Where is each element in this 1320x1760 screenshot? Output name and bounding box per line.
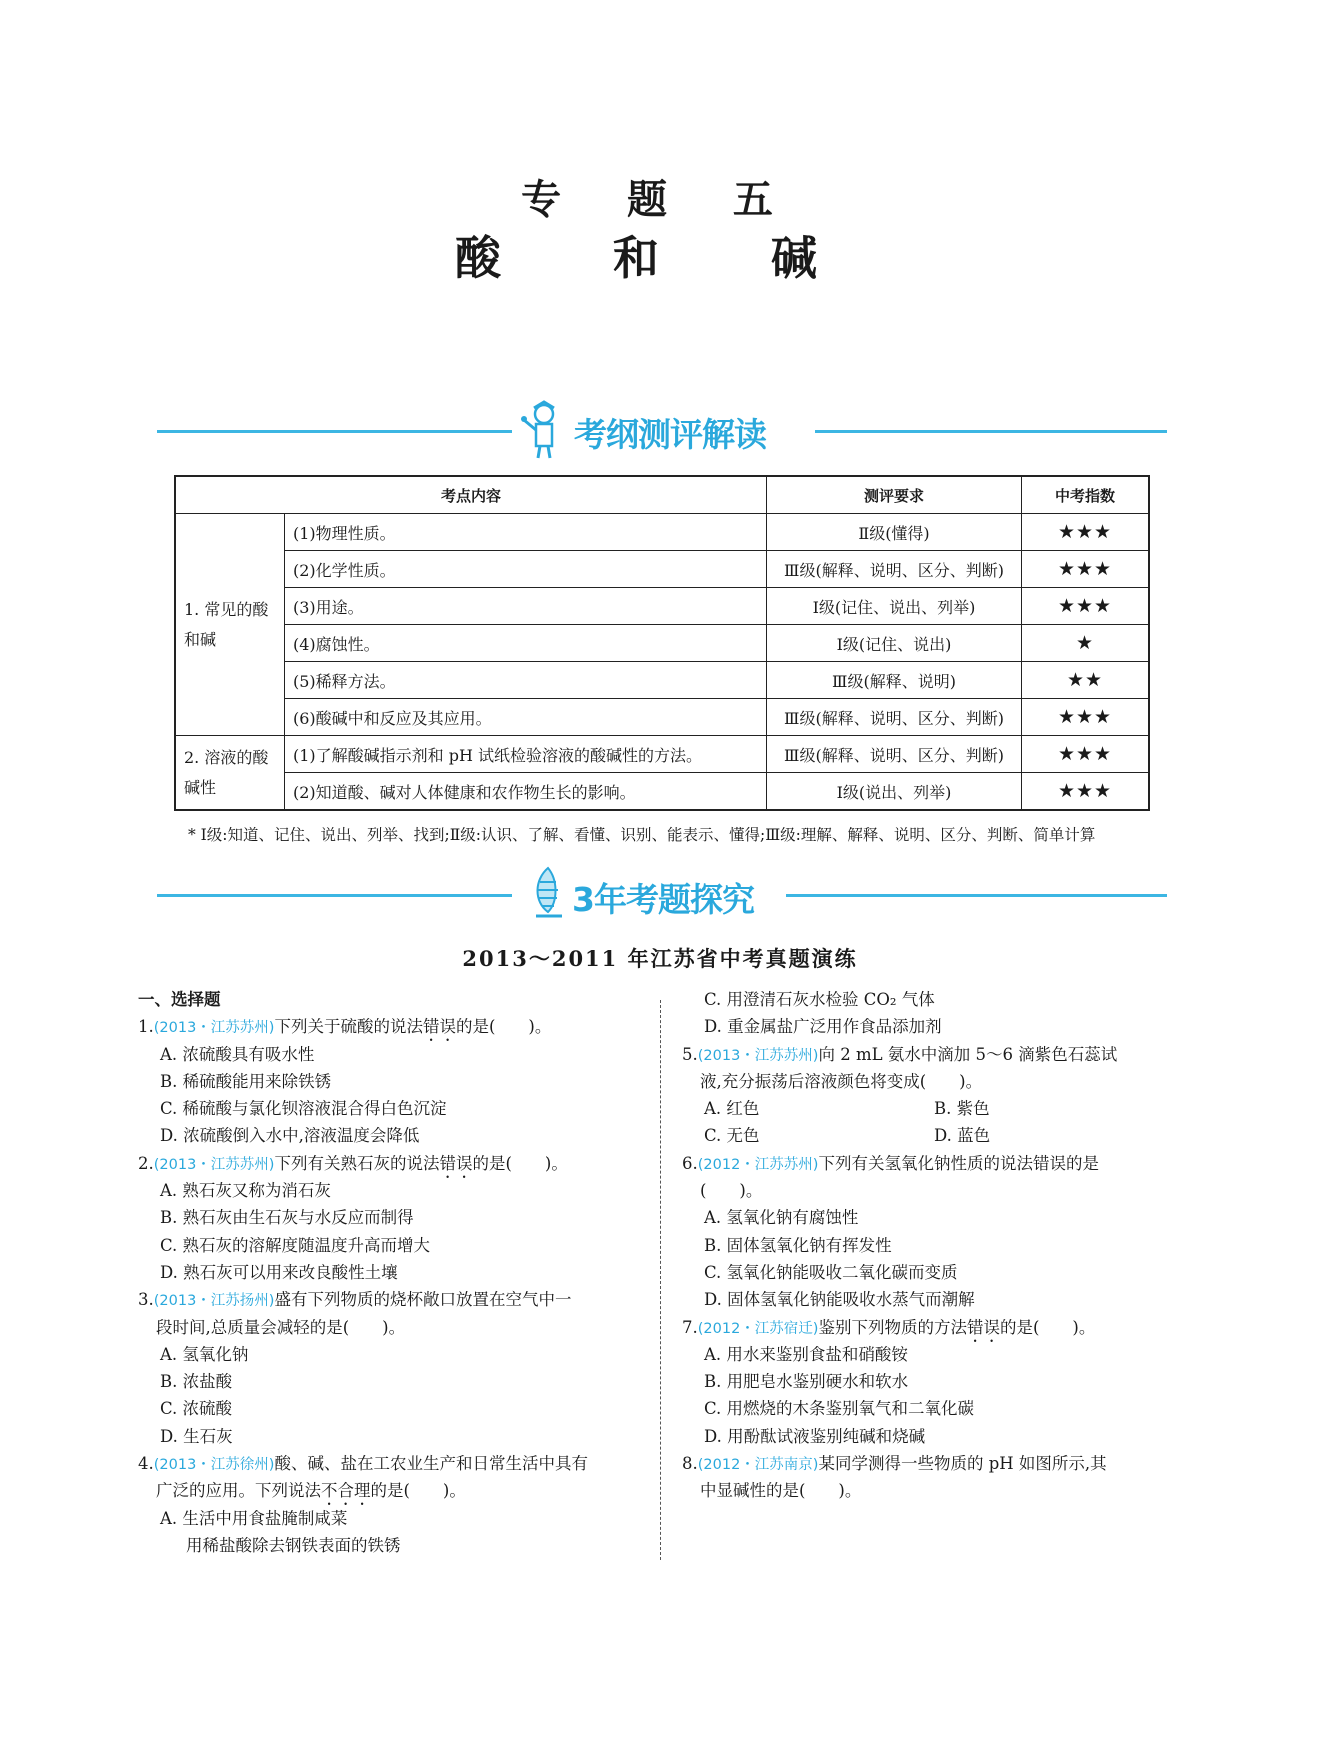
question-source: (2012・江苏宿迁) (697, 1320, 819, 1337)
option-row (682, 1095, 1182, 1122)
requirement-cell: Ⅲ级(解释、说明) (767, 662, 1022, 699)
banner-line-left (157, 430, 512, 433)
option: D. 蓝色 (934, 1126, 991, 1146)
table-row (175, 551, 1149, 588)
requirement-cell: Ⅲ级(解释、说明、区分、判断) (767, 551, 1022, 588)
question-5: 5.(2013・江苏苏州)向 2 mL 氨水中滴加 5～6 滴紫色石蕊试 (682, 1044, 1118, 1064)
option: D. 用酚酞试液鉴别纯碱和烧碱 (704, 1426, 926, 1446)
table-row (175, 588, 1149, 625)
option: A. 氢氧化钠 (160, 1344, 249, 1364)
requirement-cell: Ⅱ级(懂得) (767, 514, 1022, 551)
table-row (175, 662, 1149, 699)
option: A. 红色 (704, 1099, 760, 1119)
option: C. 浓硫酸 (160, 1399, 233, 1419)
option: C. 无色 (704, 1126, 760, 1146)
chapter-number: 专 题 五 (521, 176, 799, 223)
star-cell: ★★★ (1022, 773, 1150, 811)
option: C. 氢氧化钠能吸收二氧化碳而变质 (704, 1262, 958, 1282)
content-cell: (2)化学性质。 (285, 551, 767, 588)
option: D. 生石灰 (160, 1426, 233, 1446)
category-cell: 2. 溶液的酸碱性 (175, 736, 285, 811)
section-heading: 一、选择题 (138, 990, 221, 1009)
option: D. 熟石灰可以用来改良酸性土壤 (160, 1262, 398, 1282)
question-3: 3.(2013・江苏扬州)盛有下列物质的烧杯敞口放置在空气中一 (138, 1290, 572, 1310)
syllabus-table (174, 475, 1150, 811)
option: A. 熟石灰又称为消石灰 (160, 1181, 331, 1201)
star-cell: ★ (1022, 625, 1150, 662)
requirement-cell: Ⅰ级(说出、列举) (767, 773, 1022, 811)
option: C. 用澄清石灰水检验 CO₂ 气体 (704, 990, 935, 1009)
right-column (682, 986, 1182, 1505)
question-3-cont: 段时间,总质量会减轻的是( )。 (156, 1317, 406, 1337)
question-6-cont: ( )。 (700, 1181, 763, 1201)
emphasis-text: 不合理 (321, 1481, 371, 1501)
content-cell: (1)物理性质。 (285, 514, 767, 551)
requirement-cell: Ⅲ级(解释、说明、区分、判断) (767, 699, 1022, 736)
question-8-cont: 中显碱性的是( )。 (700, 1481, 862, 1501)
option-row (682, 1122, 1182, 1149)
content-cell: (2)知道酸、碱对人体健康和农作物生长的影响。 (285, 773, 767, 811)
emphasis-text: 错误 (422, 1017, 456, 1037)
question-5-cont: 液,充分振荡后溶液颜色将变成( )。 (700, 1071, 983, 1091)
option: B. 熟石灰由生石灰与水反应而制得 (160, 1208, 414, 1228)
option: C. 用燃烧的木条鉴别氧气和二氧化碳 (704, 1399, 975, 1419)
content-cell: (4)腐蚀性。 (285, 625, 767, 662)
banner-line-left (157, 894, 512, 897)
option: D. 重金属盐广泛用作食品添加剂 (704, 1017, 942, 1037)
option: B. 用肥皂水鉴别硬水和软水 (704, 1372, 909, 1392)
option: D. 浓硫酸倒入水中,溶液温度会降低 (160, 1126, 420, 1146)
emphasis-text: 错误 (966, 1317, 1000, 1337)
question-6: 6.(2012・江苏苏州)下列有关氢氧化钠性质的说法错误的是 (682, 1153, 1099, 1173)
question-2: 2.(2013・江苏苏州)下列有关熟石灰的说法错误的是( )。 (138, 1153, 568, 1173)
option: C. 稀硫酸与氯化钡溶液混合得白色沉淀 (160, 1099, 447, 1119)
table-row (175, 773, 1149, 811)
option: A. 浓硫酸具有吸水性 (160, 1044, 315, 1064)
question-8: 8.(2012・江苏南京)某同学测得一些物质的 pH 如图所示,其 (682, 1454, 1107, 1474)
question-source: (2012・江苏苏州) (697, 1156, 819, 1173)
table-header-row (175, 476, 1149, 514)
left-column (138, 986, 648, 1559)
category-cell: 1. 常见的酸和碱 (175, 514, 285, 736)
requirement-cell: Ⅰ级(记住、说出、列举) (767, 588, 1022, 625)
star-cell: ★★★ (1022, 588, 1150, 625)
header-content: 考点内容 (175, 476, 767, 514)
question-source: (2013・江苏苏州) (153, 1156, 275, 1173)
option: A. 生活中用食盐腌制咸菜 (160, 1508, 348, 1528)
content-cell: (1)了解酸碱指示剂和 pH 试纸检验溶液的酸碱性的方法。 (285, 736, 767, 773)
emphasis-text: 错误 (439, 1153, 473, 1173)
section-subtitle: 2013～2011 年江苏省中考真题演练 (462, 946, 858, 971)
requirement-cell: Ⅰ级(记住、说出) (767, 625, 1022, 662)
option: B. 浓盐酸 (160, 1372, 233, 1392)
option: A. 用水来鉴别食盐和硝酸铵 (704, 1344, 908, 1364)
option: B. 稀硫酸能用来除铁锈 (160, 1071, 332, 1091)
star-cell: ★★★ (1022, 699, 1150, 736)
star-cell: ★★★ (1022, 736, 1150, 773)
sail-icon (528, 866, 568, 922)
star-cell: ★★★ (1022, 514, 1150, 551)
table-row (175, 514, 1149, 551)
star-cell: ★★★ (1022, 551, 1150, 588)
banner-title-syllabus: 考纲测评解读 (574, 415, 766, 454)
column-divider (660, 1000, 661, 1560)
question-1: 1.(2013・江苏苏州)下列关于硫酸的说法错误的是( )。 (138, 1017, 552, 1037)
question-source: (2013・江苏苏州) (153, 1020, 275, 1037)
option: A. 氢氧化钠有腐蚀性 (704, 1208, 859, 1228)
question-source: (2013・江苏苏州) (697, 1047, 819, 1064)
option: B. 固体氢氧化钠有挥发性 (704, 1235, 892, 1255)
table-row (175, 736, 1149, 773)
cartoon-teacher-icon (520, 400, 564, 460)
question-source: (2013・江苏徐州) (153, 1457, 275, 1474)
question-source: (2013・江苏扬州) (153, 1293, 275, 1310)
option: B. 紫色 (934, 1099, 990, 1119)
header-requirement: 测评要求 (767, 476, 1022, 514)
table-row (175, 625, 1149, 662)
content-cell: (3)用途。 (285, 588, 767, 625)
chapter-title: 酸 和 碱 (454, 231, 866, 285)
banner-line-right (815, 430, 1167, 433)
content-cell: (6)酸碱中和反应及其应用。 (285, 699, 767, 736)
table-row (175, 699, 1149, 736)
question-7: 7.(2012・江苏宿迁)鉴别下列物质的方法错误的是( )。 (682, 1317, 1096, 1337)
question-source: (2012・江苏南京) (697, 1457, 819, 1474)
question-4-cont: 广泛的应用。下列说法不合理的是( )。 (156, 1481, 466, 1501)
banner-title-exam: 3年考题探究 (572, 880, 754, 919)
star-cell: ★★ (1022, 662, 1150, 699)
option: 用稀盐酸除去钢铁表面的铁锈 (186, 1535, 401, 1555)
option: D. 固体氢氧化钠能吸收水蒸气而潮解 (704, 1290, 975, 1310)
option: C. 熟石灰的溶解度随温度升高而增大 (160, 1235, 431, 1255)
question-4: 4.(2013・江苏徐州)酸、碱、盐在工农业生产和日常生活中具有 (138, 1454, 588, 1474)
header-index: 中考指数 (1022, 476, 1150, 514)
content-cell: (5)稀释方法。 (285, 662, 767, 699)
footnote: * Ⅰ级:知道、记住、说出、列举、找到;Ⅱ级:认识、了解、看懂、识别、能表示、懂得;Ⅲ级:理解、解释、说明、区分、判断、简单计算 (188, 826, 1096, 844)
banner-line-right (786, 894, 1167, 897)
requirement-cell: Ⅲ级(解释、说明、区分、判断) (767, 736, 1022, 773)
